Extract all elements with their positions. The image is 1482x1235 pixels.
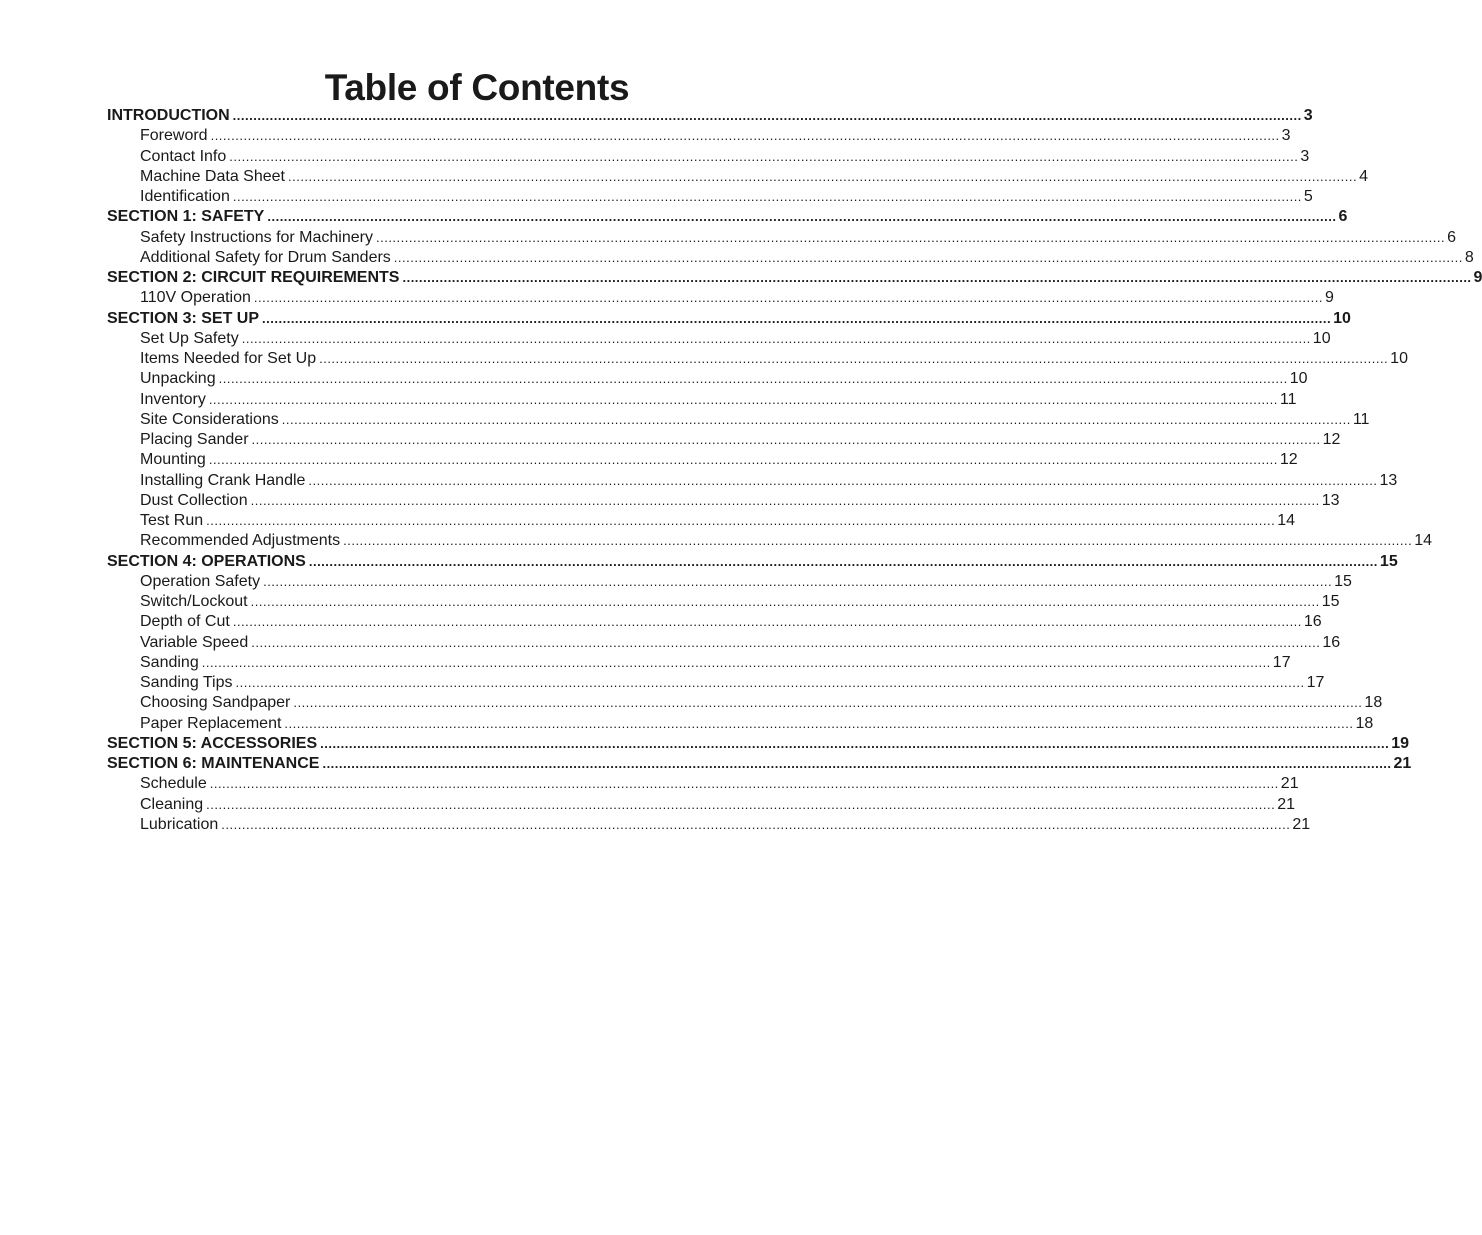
toc-entry-label: Site Considerations [140, 410, 279, 428]
dot-leader: .................................................................................................................................................................................................................................................................... [241, 330, 1311, 346]
dot-leader: .................................................................................................................................................................................................................................................................... [251, 432, 1321, 447]
toc-entry-page-number: 10 [1289, 370, 1308, 388]
toc-entry-page-number: 13 [1321, 491, 1340, 509]
toc-entry-page-number: 17 [1272, 653, 1291, 671]
dot-leader: .................................................................................................................................................................................................................................................................... [253, 290, 1323, 306]
toc-subsection-entry[interactable] [107, 450, 1298, 470]
toc-entry-page-number: 10 [1333, 309, 1351, 327]
dot-leader: .................................................................................................................................................................................................................................................................... [250, 492, 1320, 508]
toc-entry-label: Placing Sander [140, 431, 249, 448]
dot-leader: .................................................................................................................................................................................................................................................................... [281, 411, 1351, 427]
dot-leader: .................................................................................................................................................................................................................................................................... [250, 594, 1320, 609]
toc-entry-page-number: 15 [1379, 552, 1398, 570]
toc-subsection-entry[interactable] [107, 774, 1299, 794]
dot-leader: .................................................................................................................................................................................................................................................................... [322, 756, 1392, 771]
toc-section-entry[interactable] [107, 734, 1409, 754]
toc-entry-page-number: 13 [1379, 471, 1398, 489]
dot-leader: .................................................................................................................................................................................................................................................................... [319, 351, 1389, 366]
toc-subsection-entry[interactable] [107, 126, 1291, 146]
toc-subsection-entry[interactable] [107, 592, 1340, 612]
toc-subsection-entry[interactable] [107, 187, 1313, 207]
toc-subsection-entry[interactable] [107, 795, 1296, 815]
toc-entry-page-number: 18 [1355, 714, 1374, 732]
toc-entry-page-number: 12 [1322, 431, 1341, 448]
toc-entry-page-number: 15 [1321, 593, 1340, 610]
toc-entry-page-number: 8 [1464, 248, 1474, 266]
toc-entry-label: SECTION 2: CIRCUIT REQUIREMENTS [107, 269, 400, 286]
toc-entry-label: Set Up Safety [140, 329, 239, 347]
toc-entry-label: Unpacking [140, 370, 216, 388]
dot-leader: .................................................................................................................................................................................................................................................................... [201, 654, 1271, 670]
toc-entry-label: Inventory [140, 390, 206, 408]
toc-subsection-entry[interactable] [107, 471, 1398, 491]
toc-entry-label: Sanding [140, 653, 199, 671]
toc-subsection-entry[interactable] [107, 612, 1322, 632]
toc-entry-label: Variable Speed [140, 633, 249, 651]
toc-entry-label: Depth of Cut [140, 613, 230, 631]
toc-entry-page-number: 10 [1312, 329, 1331, 347]
dot-leader: .................................................................................................................................................................................................................................................................... [210, 128, 1280, 144]
page-title: Table of Contents [324, 67, 630, 108]
toc-entry-label: Lubrication [140, 815, 219, 833]
toc-entry-page-number: 6 [1447, 228, 1456, 246]
toc-entry-page-number: 12 [1279, 451, 1298, 469]
dot-leader: .................................................................................................................................................................................................................................................................... [232, 614, 1302, 630]
toc-subsection-entry[interactable] [107, 491, 1340, 511]
toc-entry-page-number: 14 [1277, 512, 1296, 529]
dot-leader: .................................................................................................................................................................................................................................................................... [293, 695, 1363, 711]
toc-section-entry[interactable] [107, 309, 1351, 329]
toc-entry-label: Switch/Lockout [140, 593, 248, 610]
toc-entry-page-number: 10 [1390, 350, 1408, 367]
toc-subsection-entry[interactable] [107, 653, 1291, 673]
toc-entry-page-number: 18 [1364, 694, 1383, 712]
toc-subsection-entry[interactable] [107, 430, 1341, 450]
toc-entry-page-number: 11 [1352, 410, 1370, 428]
dot-leader: .................................................................................................................................................................................................................................................................... [308, 472, 1378, 488]
toc-entry-label: Recommended Adjustments [140, 532, 341, 550]
toc-entry-label: SECTION 4: OPERATIONS [107, 552, 306, 570]
toc-entry-page-number: 3 [1303, 107, 1313, 124]
toc-entry-page-number: 14 [1414, 532, 1432, 550]
toc-entry-page-number: 21 [1292, 815, 1311, 833]
toc-entry-label: Safety Instructions for Machinery [140, 228, 373, 246]
toc-entry-label: Choosing Sandpaper [140, 694, 291, 712]
dot-leader: .................................................................................................................................................................................................................................................................... [263, 573, 1333, 589]
toc-subsection-entry[interactable] [107, 815, 1311, 835]
toc-entry-label: 110V Operation [140, 289, 251, 307]
toc-subsection-entry[interactable] [107, 228, 1456, 248]
toc-entry-page-number: 11 [1279, 390, 1297, 408]
toc-subsection-entry[interactable] [107, 167, 1368, 187]
toc-entry-label: INTRODUCTION [107, 107, 230, 124]
toc-entry-page-number: 17 [1306, 674, 1325, 691]
dot-leader: .................................................................................................................................................................................................................................................................... [320, 735, 1390, 751]
toc-section-entry[interactable] [107, 268, 1482, 288]
toc-entry-page-number: 6 [1338, 208, 1348, 226]
dot-leader: .................................................................................................................................................................................................................................................................... [267, 209, 1337, 225]
dot-leader: .................................................................................................................................................................................................................................................................... [262, 310, 1332, 326]
toc-entry-label: Items Needed for Set Up [140, 350, 317, 367]
toc-entry-label: Identification [140, 188, 230, 205]
toc-section-entry[interactable] [107, 207, 1348, 227]
toc-subsection-entry[interactable] [107, 673, 1325, 693]
dot-leader: .................................................................................................................................................................................................................................................................... [221, 816, 1291, 832]
toc-entry-page-number: 16 [1303, 613, 1322, 631]
dot-leader: .................................................................................................................................................................................................................................................................... [287, 168, 1358, 184]
dot-leader: .................................................................................................................................................................................................................................................................... [232, 108, 1302, 123]
toc-entry-label: Cleaning [140, 795, 204, 813]
dot-leader: .................................................................................................................................................................................................................................................................... [393, 249, 1463, 265]
dot-leader: .................................................................................................................................................................................................................................................................... [402, 270, 1472, 285]
toc-entry-label: Installing Crank Handle [140, 471, 306, 489]
toc-entry-page-number: 3 [1300, 147, 1310, 165]
dot-leader: .................................................................................................................................................................................................................................................................... [208, 452, 1278, 468]
toc-entry-label: Machine Data Sheet [140, 167, 285, 185]
toc-entry-label: Contact Info [140, 147, 227, 165]
toc-subsection-entry[interactable] [107, 390, 1297, 410]
toc-entry-label: Schedule [140, 775, 207, 793]
toc-entry-label: SECTION 6: MAINTENANCE [107, 755, 320, 772]
dot-leader: .................................................................................................................................................................................................................................................................... [229, 148, 1299, 164]
toc-subsection-entry[interactable] [107, 410, 1370, 430]
toc-entry-label: Paper Replacement [140, 714, 282, 732]
toc-entry-label: Foreword [140, 127, 208, 145]
dot-leader: .................................................................................................................................................................................................................................................................... [218, 371, 1288, 387]
toc-entry-page-number: 21 [1393, 755, 1412, 772]
dot-leader: .................................................................................................................................................................................................................................................................... [375, 229, 1446, 245]
toc-subsection-entry[interactable] [107, 714, 1374, 734]
dot-leader: .................................................................................................................................................................................................................................................................... [206, 513, 1276, 528]
dot-leader: .................................................................................................................................................................................................................................................................... [232, 189, 1302, 204]
toc-subsection-entry[interactable] [107, 572, 1352, 592]
toc-subsection-entry[interactable] [107, 633, 1341, 653]
toc-subsection-entry[interactable] [107, 147, 1310, 167]
toc-subsection-entry[interactable] [107, 369, 1308, 389]
dot-leader: .................................................................................................................................................................................................................................................................... [209, 776, 1279, 792]
toc-entry-page-number: 5 [1303, 188, 1313, 205]
toc-section-entry[interactable] [107, 552, 1398, 572]
toc-entry-page-number: 9 [1473, 269, 1482, 286]
toc-entry-label: Test Run [140, 512, 204, 529]
toc-entry-page-number: 4 [1359, 167, 1368, 185]
dot-leader: .................................................................................................................................................................................................................................................................... [251, 634, 1321, 650]
toc-entry-page-number: 3 [1281, 127, 1291, 145]
toc-subsection-entry[interactable] [107, 531, 1432, 551]
toc-subsection-entry[interactable] [107, 329, 1331, 349]
toc-subsection-entry[interactable] [107, 288, 1334, 308]
dot-leader: .................................................................................................................................................................................................................................................................... [284, 715, 1354, 731]
dot-leader: .................................................................................................................................................................................................................................................................... [343, 533, 1413, 549]
toc-entry-label: SECTION 3: SET UP [107, 309, 260, 327]
toc-entry-label: SECTION 1: SAFETY [107, 208, 265, 226]
toc-entry-page-number: 21 [1280, 775, 1299, 793]
toc-entry-label: Operation Safety [140, 572, 261, 590]
table-of-contents [107, 106, 1482, 835]
toc-entry-label: Mounting [140, 451, 206, 469]
toc-entry-page-number: 21 [1277, 795, 1296, 813]
toc-entry-label: Sanding Tips [140, 674, 233, 691]
toc-entry-page-number: 19 [1391, 734, 1409, 752]
toc-subsection-entry[interactable] [107, 248, 1474, 268]
dot-leader: .................................................................................................................................................................................................................................................................... [206, 796, 1276, 812]
toc-entry-page-number: 15 [1334, 572, 1352, 590]
toc-section-entry[interactable] [107, 106, 1313, 126]
toc-entry-label: Dust Collection [140, 491, 248, 509]
toc-entry-page-number: 16 [1322, 633, 1341, 651]
toc-entry-page-number: 9 [1324, 289, 1334, 307]
toc-subsection-entry[interactable] [107, 511, 1296, 531]
dot-leader: .................................................................................................................................................................................................................................................................... [235, 675, 1305, 690]
toc-section-entry[interactable] [107, 754, 1412, 774]
dot-leader: .................................................................................................................................................................................................................................................................... [208, 391, 1278, 407]
toc-entry-label: Additional Safety for Drum Sanders [140, 248, 391, 266]
toc-subsection-entry[interactable] [107, 349, 1408, 369]
toc-entry-label: SECTION 5: ACCESSORIES [107, 734, 318, 752]
dot-leader: .................................................................................................................................................................................................................................................................... [308, 553, 1378, 569]
toc-subsection-entry[interactable] [107, 693, 1383, 713]
